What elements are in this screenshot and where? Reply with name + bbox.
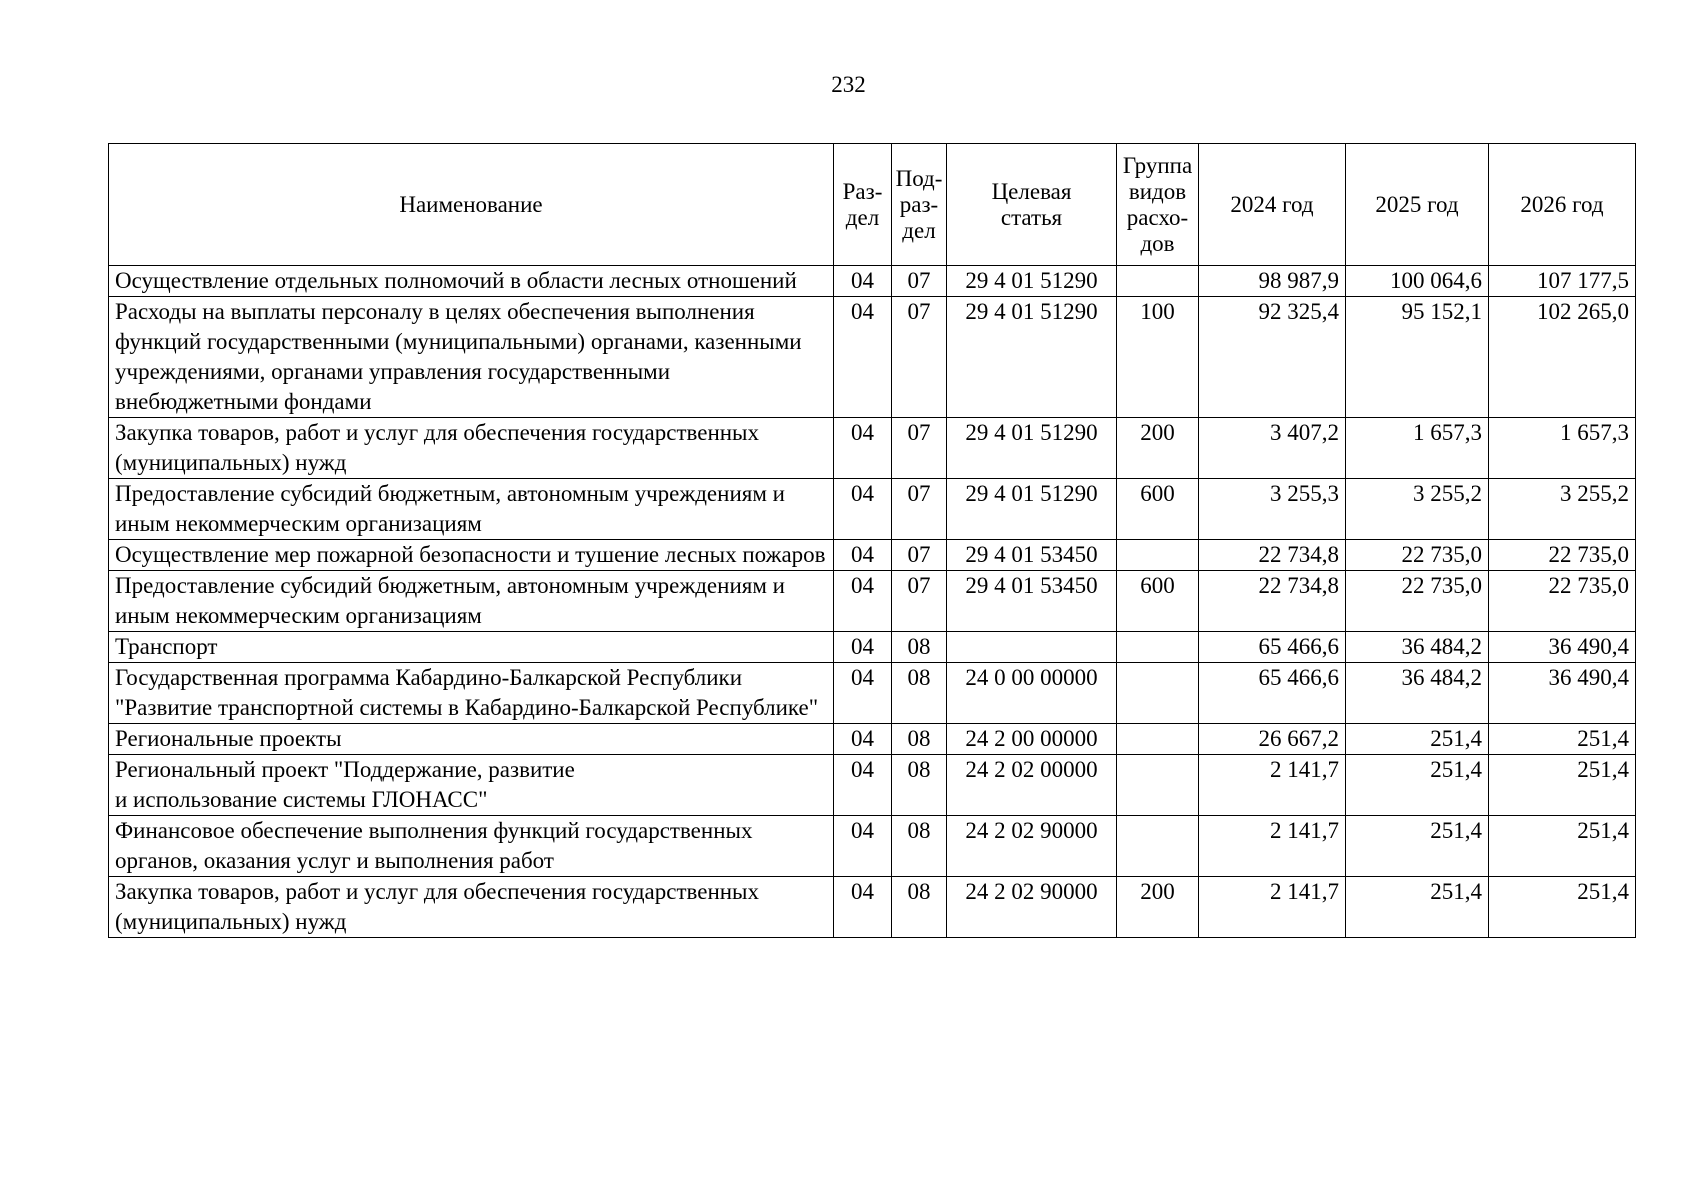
cell-name: Предоставление субсидий бюджетным, автономным учреждениям и иным некоммерческим организациям bbox=[109, 479, 834, 540]
page-number: 232 bbox=[831, 72, 866, 97]
header-target bbox=[947, 144, 1117, 266]
cell-2026: 1 657,3 bbox=[1489, 418, 1636, 479]
cell-2025: 100 064,6 bbox=[1346, 266, 1489, 297]
cell-subsection: 08 bbox=[892, 816, 947, 877]
cell-name: Закупка товаров, работ и услуг для обеспечения государственных (муниципальных) нужд bbox=[109, 418, 834, 479]
table-row bbox=[109, 297, 1636, 418]
header-2025 bbox=[1346, 144, 1489, 266]
table-row bbox=[109, 877, 1636, 938]
cell-target: 24 2 02 00000 bbox=[947, 755, 1117, 816]
table-header-row bbox=[109, 144, 1636, 266]
cell-2025: 251,4 bbox=[1346, 755, 1489, 816]
cell-2026: 36 490,4 bbox=[1489, 663, 1636, 724]
table-row bbox=[109, 266, 1636, 297]
cell-group bbox=[1117, 632, 1199, 663]
header-target-label: Целевая статья bbox=[991, 178, 1072, 230]
budget-table bbox=[108, 143, 1636, 938]
header-subsection-label: Под- раз- дел bbox=[895, 165, 943, 243]
cell-name: Региональный проект "Поддержание, развитие и использование системы ГЛОНАСС" bbox=[109, 755, 834, 816]
cell-2025: 1 657,3 bbox=[1346, 418, 1489, 479]
cell-2025: 95 152,1 bbox=[1346, 297, 1489, 418]
cell-2024: 65 466,6 bbox=[1199, 663, 1346, 724]
header-2024 bbox=[1199, 144, 1346, 266]
cell-section: 04 bbox=[834, 479, 892, 540]
header-section bbox=[834, 144, 892, 266]
cell-group: 200 bbox=[1117, 877, 1199, 938]
cell-name: Транспорт bbox=[109, 632, 834, 663]
cell-2024: 2 141,7 bbox=[1199, 755, 1346, 816]
header-2024-label: 2024 год bbox=[1230, 191, 1314, 217]
cell-name: Закупка товаров, работ и услуг для обеспечения государственных (муниципальных) нужд bbox=[109, 877, 834, 938]
cell-2025: 36 484,2 bbox=[1346, 632, 1489, 663]
cell-group bbox=[1117, 755, 1199, 816]
cell-target: 29 4 01 51290 bbox=[947, 418, 1117, 479]
table-row bbox=[109, 663, 1636, 724]
table-row bbox=[109, 816, 1636, 877]
cell-2026: 251,4 bbox=[1489, 816, 1636, 877]
cell-subsection: 07 bbox=[892, 266, 947, 297]
cell-name: Осуществление отдельных полномочий в области лесных отношений bbox=[109, 266, 834, 297]
cell-group bbox=[1117, 663, 1199, 724]
cell-subsection: 08 bbox=[892, 724, 947, 755]
cell-2026: 251,4 bbox=[1489, 877, 1636, 938]
cell-2025: 251,4 bbox=[1346, 724, 1489, 755]
header-group bbox=[1117, 144, 1199, 266]
cell-2025: 36 484,2 bbox=[1346, 663, 1489, 724]
cell-section: 04 bbox=[834, 632, 892, 663]
cell-section: 04 bbox=[834, 663, 892, 724]
table-row bbox=[109, 571, 1636, 632]
table-row bbox=[109, 418, 1636, 479]
cell-group bbox=[1117, 724, 1199, 755]
cell-section: 04 bbox=[834, 877, 892, 938]
cell-2024: 98 987,9 bbox=[1199, 266, 1346, 297]
cell-2026: 36 490,4 bbox=[1489, 632, 1636, 663]
table-body bbox=[109, 266, 1636, 938]
cell-2026: 22 735,0 bbox=[1489, 571, 1636, 632]
cell-group: 200 bbox=[1117, 418, 1199, 479]
cell-section: 04 bbox=[834, 266, 892, 297]
cell-target: 24 0 00 00000 bbox=[947, 663, 1117, 724]
cell-subsection: 08 bbox=[892, 877, 947, 938]
cell-target bbox=[947, 632, 1117, 663]
cell-2024: 65 466,6 bbox=[1199, 632, 1346, 663]
cell-name: Финансовое обеспечение выполнения функций государственных органов, оказания услуг и выполнения работ bbox=[109, 816, 834, 877]
cell-name: Государственная программа Кабардино-Балкарской Республики "Развитие транспортной системы в Кабардино-Балкарской Республике" bbox=[109, 663, 834, 724]
cell-group: 600 bbox=[1117, 479, 1199, 540]
cell-2024: 22 734,8 bbox=[1199, 571, 1346, 632]
header-2026 bbox=[1489, 144, 1636, 266]
cell-section: 04 bbox=[834, 724, 892, 755]
cell-group bbox=[1117, 816, 1199, 877]
cell-2025: 3 255,2 bbox=[1346, 479, 1489, 540]
header-name bbox=[109, 144, 834, 266]
cell-subsection: 08 bbox=[892, 663, 947, 724]
cell-section: 04 bbox=[834, 297, 892, 418]
cell-group: 100 bbox=[1117, 297, 1199, 418]
cell-target: 24 2 02 90000 bbox=[947, 816, 1117, 877]
cell-target: 29 4 01 53450 bbox=[947, 571, 1117, 632]
header-section-label: Раз- дел bbox=[842, 178, 883, 230]
cell-section: 04 bbox=[834, 816, 892, 877]
cell-2026: 102 265,0 bbox=[1489, 297, 1636, 418]
cell-section: 04 bbox=[834, 540, 892, 571]
cell-2025: 22 735,0 bbox=[1346, 571, 1489, 632]
cell-section: 04 bbox=[834, 571, 892, 632]
cell-name: Осуществление мер пожарной безопасности и тушение лесных пожаров bbox=[109, 540, 834, 571]
cell-2024: 22 734,8 bbox=[1199, 540, 1346, 571]
cell-2025: 251,4 bbox=[1346, 877, 1489, 938]
cell-2024: 92 325,4 bbox=[1199, 297, 1346, 418]
cell-group: 600 bbox=[1117, 571, 1199, 632]
cell-2025: 251,4 bbox=[1346, 816, 1489, 877]
cell-target: 29 4 01 51290 bbox=[947, 479, 1117, 540]
header-name-label: Наименование bbox=[399, 191, 543, 217]
cell-2025: 22 735,0 bbox=[1346, 540, 1489, 571]
cell-subsection: 07 bbox=[892, 540, 947, 571]
cell-2026: 22 735,0 bbox=[1489, 540, 1636, 571]
cell-2026: 251,4 bbox=[1489, 755, 1636, 816]
cell-section: 04 bbox=[834, 418, 892, 479]
cell-target: 24 2 00 00000 bbox=[947, 724, 1117, 755]
cell-2024: 2 141,7 bbox=[1199, 877, 1346, 938]
cell-subsection: 07 bbox=[892, 297, 947, 418]
cell-2026: 251,4 bbox=[1489, 724, 1636, 755]
cell-subsection: 07 bbox=[892, 571, 947, 632]
cell-name: Расходы на выплаты персоналу в целях обеспечения выполнения функций государственными (муниципальными) органами, казенными учреждениями, органами управления государственными внебюджетными фондами bbox=[109, 297, 834, 418]
cell-2026: 107 177,5 bbox=[1489, 266, 1636, 297]
cell-subsection: 07 bbox=[892, 418, 947, 479]
cell-target: 24 2 02 90000 bbox=[947, 877, 1117, 938]
cell-group bbox=[1117, 266, 1199, 297]
cell-name: Предоставление субсидий бюджетным, автономным учреждениям и иным некоммерческим организациям bbox=[109, 571, 834, 632]
cell-subsection: 07 bbox=[892, 479, 947, 540]
cell-2024: 26 667,2 bbox=[1199, 724, 1346, 755]
cell-target: 29 4 01 53450 bbox=[947, 540, 1117, 571]
table-row bbox=[109, 632, 1636, 663]
cell-target: 29 4 01 51290 bbox=[947, 266, 1117, 297]
header-2026-label: 2026 год bbox=[1520, 191, 1604, 217]
cell-2026: 3 255,2 bbox=[1489, 479, 1636, 540]
table-row bbox=[109, 479, 1636, 540]
cell-2024: 2 141,7 bbox=[1199, 816, 1346, 877]
header-group-label: Группа видов расхо- дов bbox=[1122, 152, 1193, 256]
cell-section: 04 bbox=[834, 755, 892, 816]
cell-name: Региональные проекты bbox=[109, 724, 834, 755]
cell-target: 29 4 01 51290 bbox=[947, 297, 1117, 418]
table-row bbox=[109, 540, 1636, 571]
cell-2024: 3 407,2 bbox=[1199, 418, 1346, 479]
header-2025-label: 2025 год bbox=[1375, 191, 1459, 217]
table-row bbox=[109, 755, 1636, 816]
header-subsection bbox=[892, 144, 947, 266]
cell-2024: 3 255,3 bbox=[1199, 479, 1346, 540]
cell-subsection: 08 bbox=[892, 632, 947, 663]
table-row bbox=[109, 724, 1636, 755]
cell-subsection: 08 bbox=[892, 755, 947, 816]
cell-group bbox=[1117, 540, 1199, 571]
